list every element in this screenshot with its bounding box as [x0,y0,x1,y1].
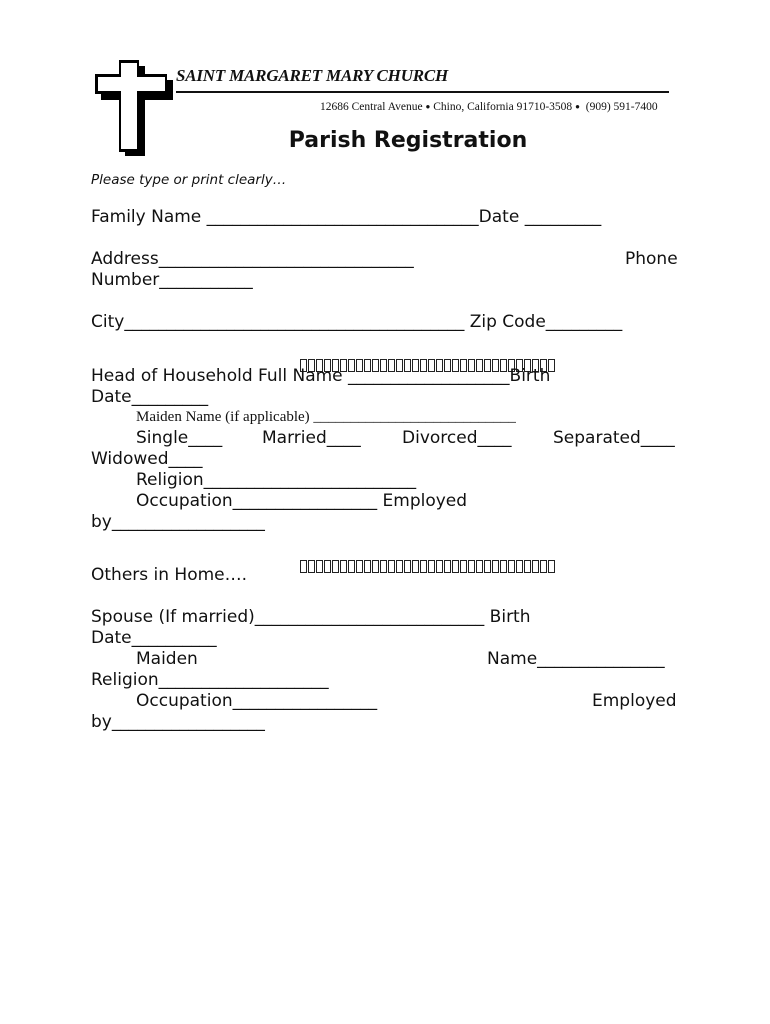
spouse-employed-label: Employed [592,691,677,711]
bullet-icon: ● [425,102,431,111]
spouse-employed-by-field[interactable]: by__________________ [91,712,265,732]
single-option[interactable]: Single____ [136,428,223,448]
head-occupation-field[interactable]: Occupation_________________ Employed [136,491,468,511]
married-option[interactable]: Married____ [262,428,361,448]
instruction-text: Please type or print clearly… [91,172,287,188]
divorced-option[interactable]: Divorced____ [402,428,512,448]
head-employed-by-field[interactable]: by__________________ [91,512,265,532]
head-maiden-name-field[interactable]: Maiden Name (if applicable) ___________________________ [136,409,516,425]
header-rule [176,91,669,93]
spouse-birth-date-field[interactable]: Date__________ [91,628,217,648]
address-field[interactable]: Address______________________________ [91,249,414,269]
separator-glyphs [288,545,556,573]
spouse-religion-field[interactable]: Religion____________________ [91,670,329,690]
bullet-icon: ● [575,102,581,111]
page-title: Parish Registration [288,128,528,153]
separated-option[interactable]: Separated____ [553,428,675,448]
others-in-home-heading: Others in Home…. [91,565,248,585]
head-birth-date-field[interactable]: Date_________ [91,387,209,407]
church-address: 12686 Central Avenue ● Chino, California 91710-3508 ● (909) 591-7400 [320,101,658,113]
spouse-maiden-name-field[interactable]: Name_______________ [487,649,665,669]
family-name-date-field[interactable]: Family Name ________________________________Date _________ [91,207,602,227]
phone-number-field[interactable]: Number___________ [91,270,253,290]
head-of-household-field[interactable]: Head of Household Full Name ___________________Birth [91,366,551,386]
spouse-maiden-label: Maiden [136,649,198,669]
church-name: SAINT MARGARET MARY CHURCH [176,66,449,85]
widowed-option[interactable]: Widowed____ [91,449,203,469]
head-religion-field[interactable]: Religion_________________________ [136,470,417,490]
city-zip-field[interactable]: City________________________________________ Zip Code_________ [91,312,623,332]
phone-label: Phone [625,249,678,269]
spouse-field[interactable]: Spouse (If married)___________________________ Birth [91,607,531,627]
spouse-occupation-field[interactable]: Occupation_________________ [136,691,378,711]
